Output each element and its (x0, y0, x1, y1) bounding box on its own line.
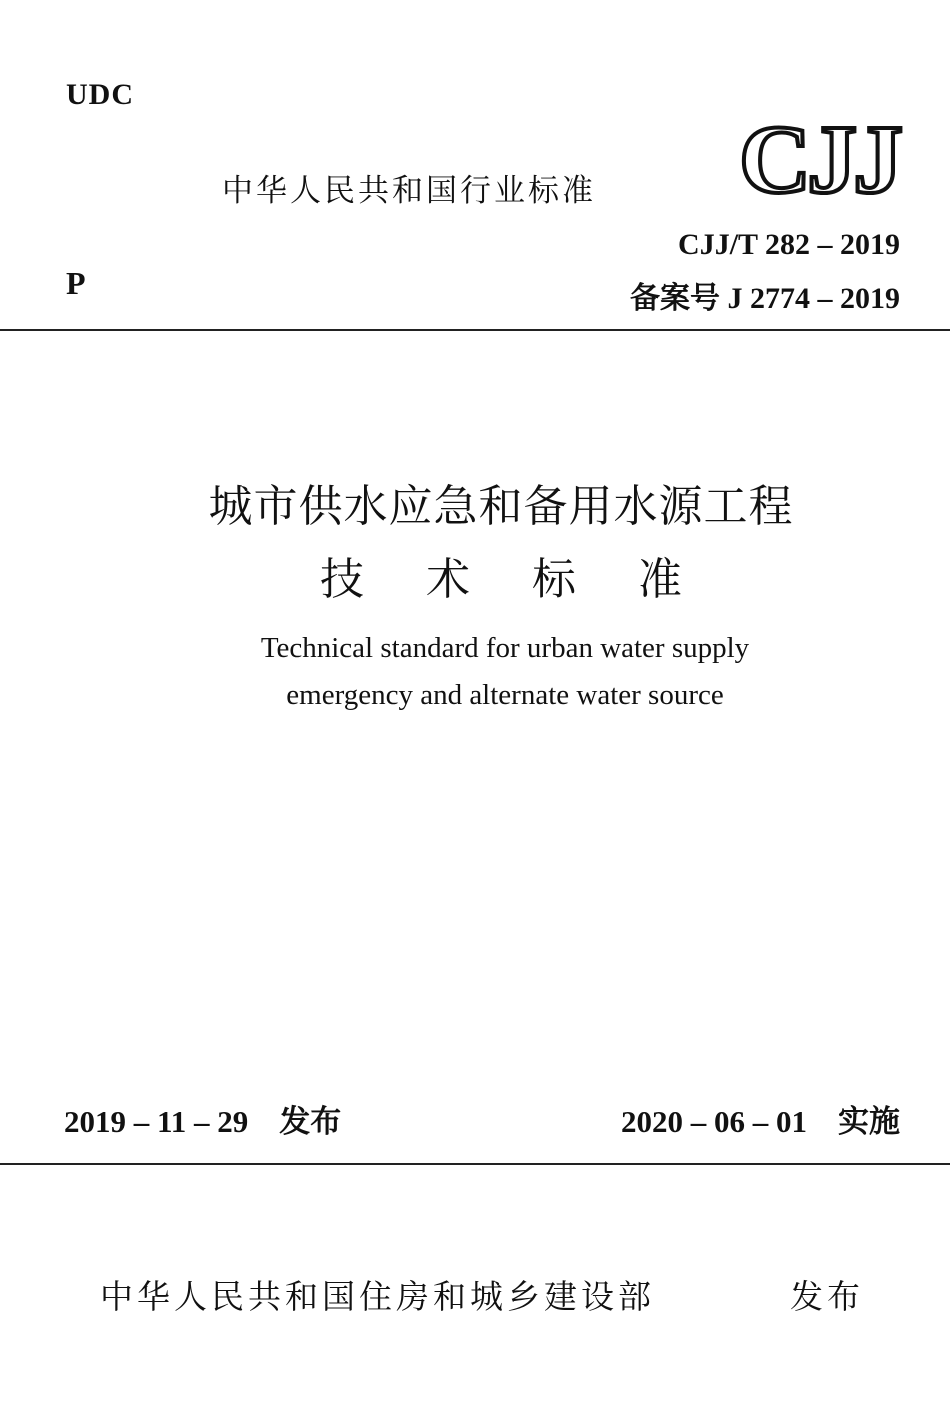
category-code: P (66, 265, 86, 301)
effective-date: 2020 – 06 – 01 实施 (621, 1104, 900, 1139)
publish-label: 发布 (790, 1277, 864, 1316)
udc-label: UDC (66, 78, 134, 111)
cjj-logo-text: CJJ (739, 110, 902, 200)
industry-standard-heading: 中华人民共和国行业标准 (222, 173, 596, 209)
title-zh-line1: 城市供水应急和备用水源工程 (208, 481, 794, 532)
title-en-line2: emergency and alternate water source (286, 679, 724, 711)
bottom-divider (0, 1163, 950, 1165)
cjj-logo (734, 110, 904, 200)
title-zh-line2: 技术标准 (320, 554, 744, 605)
filing-number: 备案号 J 2774 – 2019 (630, 282, 900, 315)
publisher-name: 中华人民共和国住房和城乡建设部 (100, 1277, 655, 1316)
top-divider (0, 329, 950, 331)
issue-date: 2019 – 11 – 29 发布 (64, 1104, 342, 1139)
title-en-line1: Technical standard for urban water supply (260, 632, 750, 664)
standard-number: CJJ/T 282 – 2019 (678, 228, 900, 261)
